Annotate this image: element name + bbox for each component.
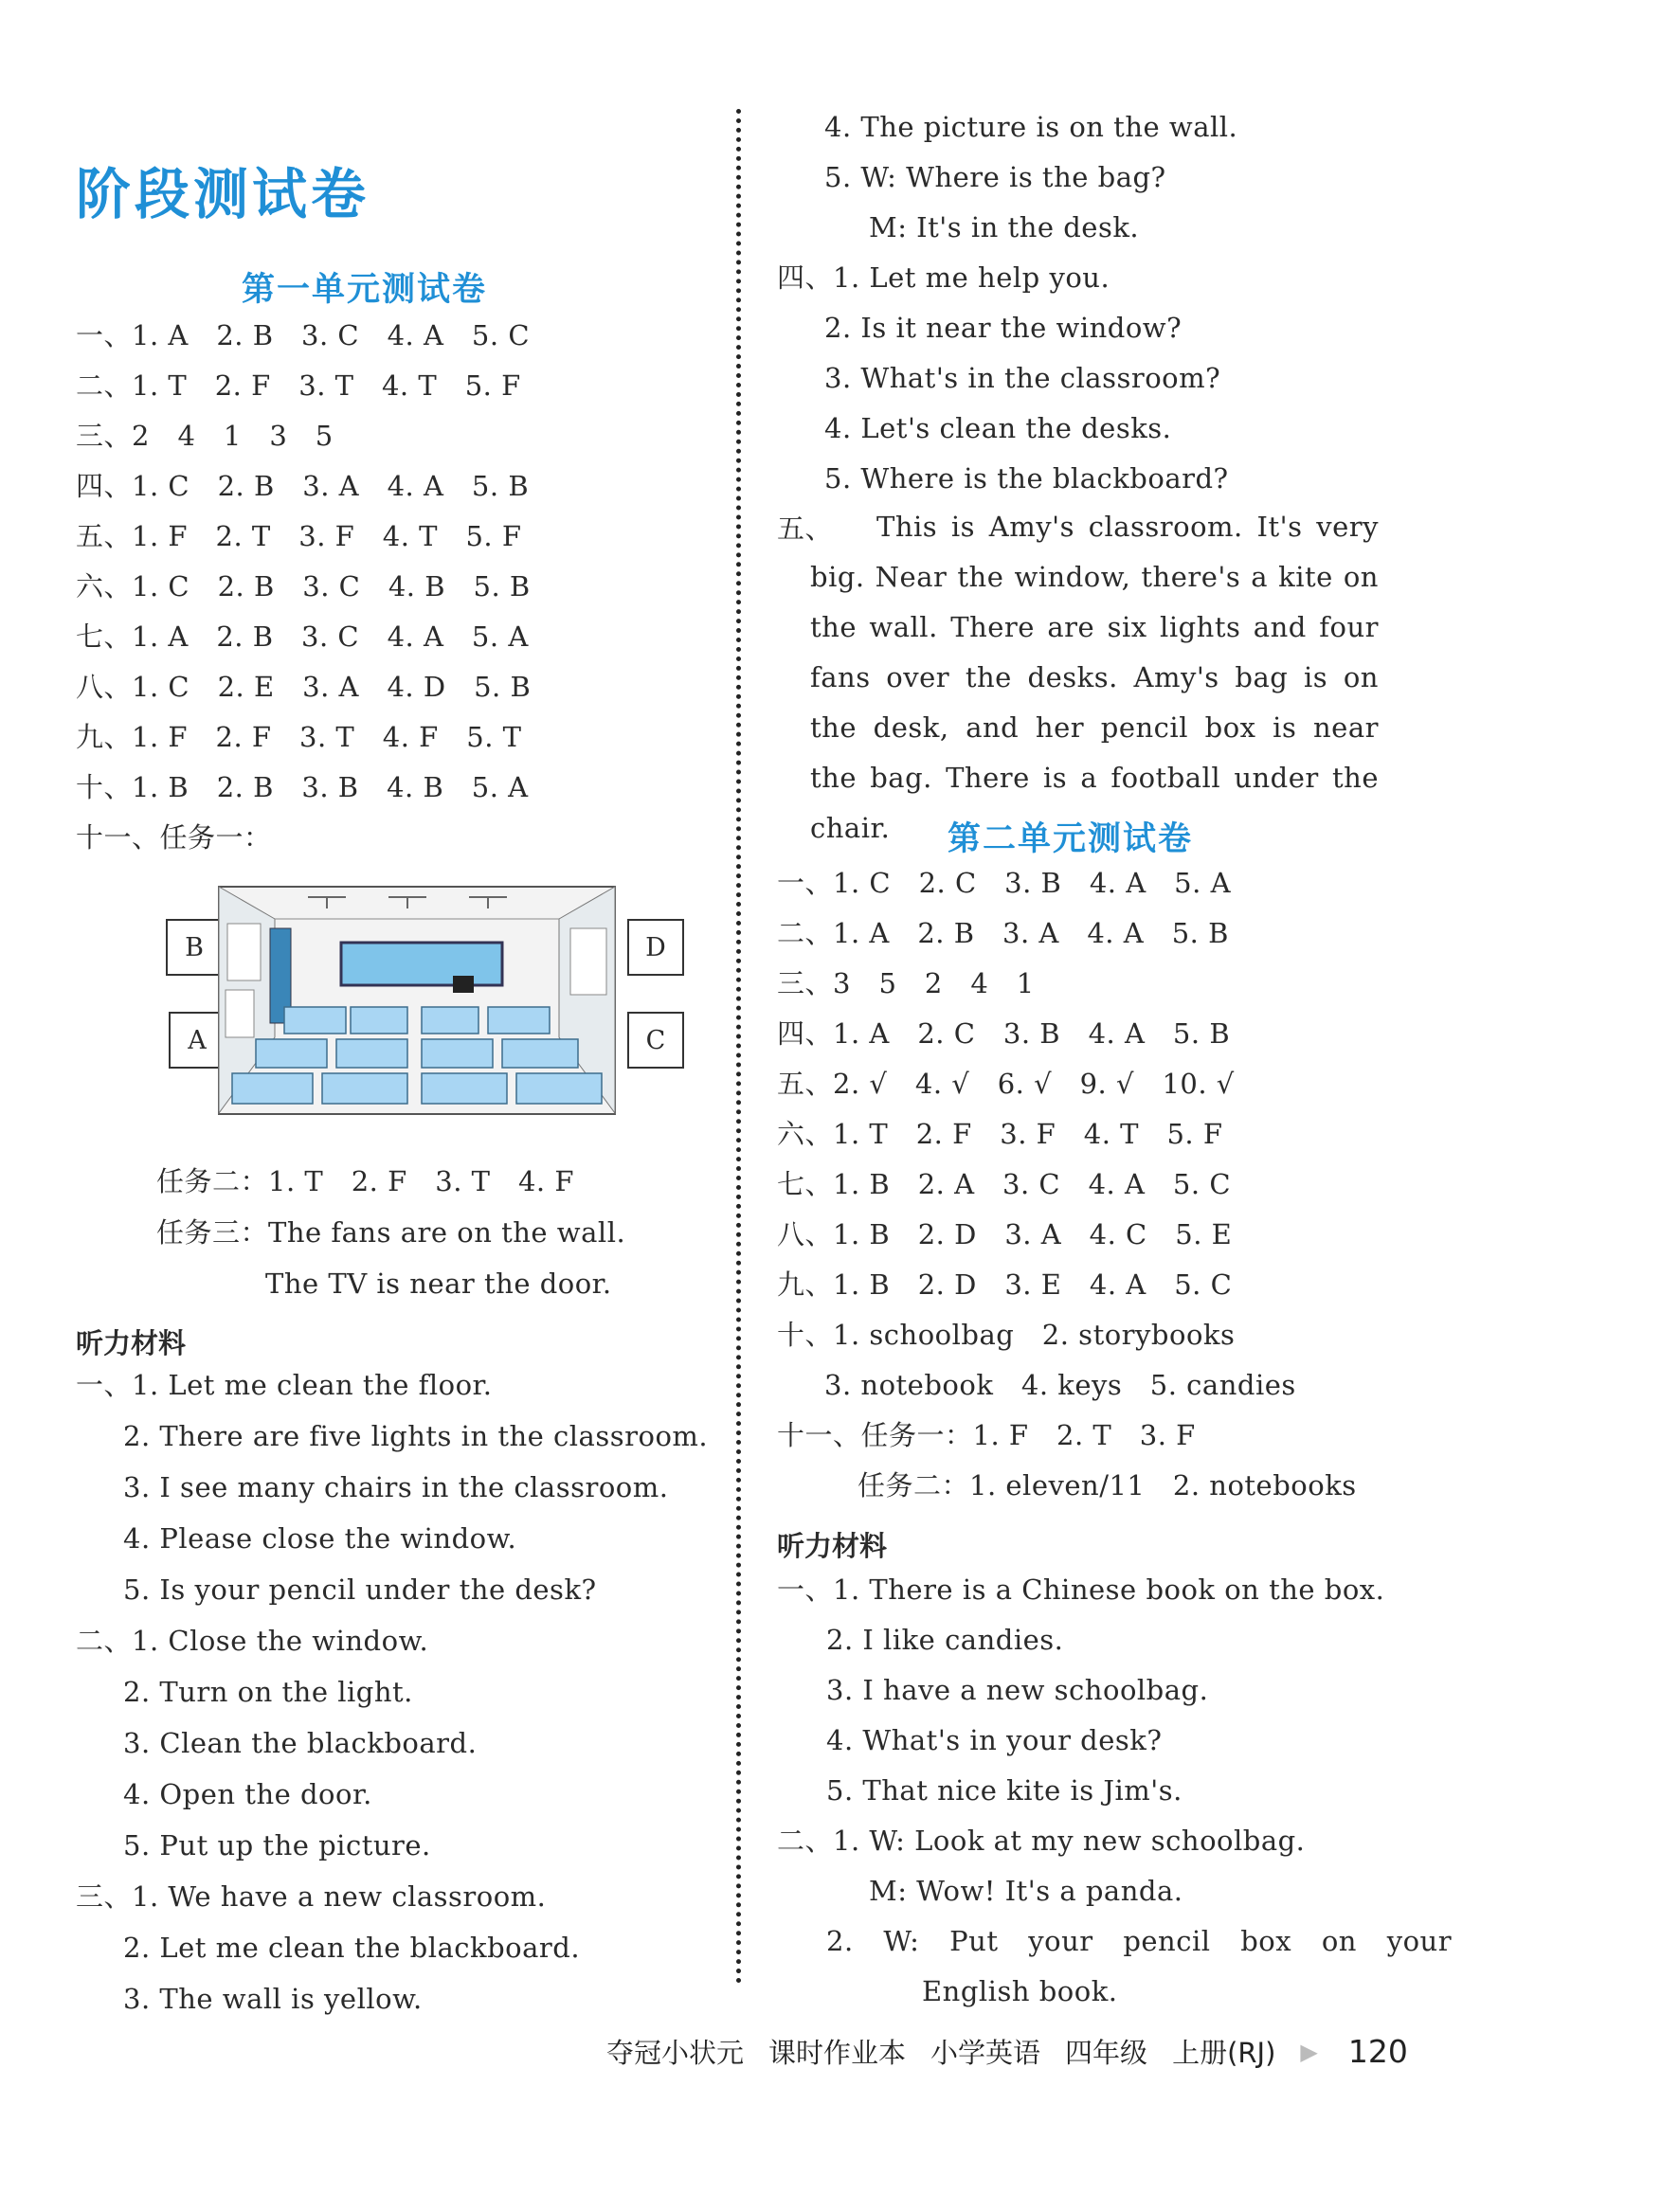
right-top-8: 5. Where is the blackboard? <box>824 462 1229 495</box>
unit1-task3-line2: The TV is near the door. <box>265 1268 612 1300</box>
unit1-answer-6: 六、1. C 2. B 3. C 4. B 5. B <box>76 570 531 602</box>
unit1-answer-11: 十一、任务一： <box>76 821 272 854</box>
unit1-answer-3: 三、2 4 1 3 5 <box>76 420 334 452</box>
unit2-answer-3: 三、3 5 2 4 1 <box>777 967 1035 999</box>
unit2-answer-2: 二、1. A 2. B 3. A 4. A 5. B <box>777 917 1229 949</box>
unit2-answer-12: 十一、任务一：1. F 2. T 3. F <box>777 1419 1196 1451</box>
unit2-answer-4: 四、1. A 2. C 3. B 4. A 5. B <box>777 1017 1231 1050</box>
unit1-listening-3: 3. I see many chairs in the classroom. <box>123 1471 669 1503</box>
unit1-answer-4: 四、1. C 2. B 3. A 4. A 5. B <box>76 470 530 502</box>
unit2-title: 第二单元测试卷 <box>948 820 1194 858</box>
figure-label-b: B <box>166 919 223 976</box>
page-number: 120 <box>1347 2033 1408 2070</box>
unit2-listening-7: M: Wow! It's a panda. <box>869 1875 1183 1907</box>
unit1-listening-11: 三、1. We have a new classroom. <box>76 1880 547 1913</box>
unit1-listening-1: 一、1. Let me clean the floor. <box>76 1369 493 1401</box>
passage-text: This is Amy's classroom. It's very big. Near the window, there's a kite on the wall. There are six lights and four fans over the desks. Amy's bag is on the desk, and her pencil box is near the bag. There is a football under the chair. <box>810 511 1379 844</box>
figure-label-c: C <box>627 1012 684 1069</box>
unit2-listening-8: 2. W: Put your pencil box on your <box>826 1925 1453 1957</box>
figure-label-a: A <box>169 1012 226 1069</box>
unit2-listening-4: 4. What's in your desk? <box>826 1724 1163 1756</box>
passage-label: 五、 <box>777 513 834 545</box>
unit2-answer-9: 九、1. B 2. D 3. E 4. A 5. C <box>777 1268 1233 1301</box>
footer-subject: 小学英语 <box>930 2037 1041 2069</box>
unit2-answer-11: 3. notebook 4. keys 5. candies <box>824 1369 1296 1401</box>
right-top-1: 4. The picture is on the wall. <box>824 111 1238 143</box>
unit1-title: 第一单元测试卷 <box>242 271 488 309</box>
unit1-answer-5: 五、1. F 2. T 3. F 4. T 5. F <box>76 520 522 552</box>
unit1-task3-line1: 任务三：The fans are on the wall. <box>156 1216 626 1249</box>
footer-book: 课时作业本 <box>768 2037 907 2069</box>
unit2-listening-1: 一、1. There is a Chinese book on the box. <box>777 1574 1385 1606</box>
chevron-right-icon: ▶ <box>1300 2038 1318 2065</box>
unit1-listening-13: 3. The wall is yellow. <box>123 1983 423 2015</box>
unit2-listening-9: English book. <box>922 1975 1118 2007</box>
unit2-answer-8: 八、1. B 2. D 3. A 4. C 5. E <box>777 1218 1233 1250</box>
unit1-answer-7: 七、1. A 2. B 3. C 4. A 5. A <box>76 620 529 653</box>
unit1-answer-9: 九、1. F 2. F 3. T 4. F 5. T <box>76 721 522 753</box>
footer-brand: 夺冠小状元 <box>606 2037 745 2069</box>
footer-volume: 上册(RJ) <box>1172 2037 1276 2069</box>
footer-grade: 四年级 <box>1065 2037 1148 2069</box>
page-footer <box>606 2032 1408 2071</box>
unit1-answer-8: 八、1. C 2. E 3. A 4. D 5. B <box>76 671 532 703</box>
unit2-listening-5: 5. That nice kite is Jim's. <box>826 1774 1183 1807</box>
unit1-answer-10: 十、1. B 2. B 3. B 4. B 5. A <box>76 771 529 803</box>
unit2-listening-3: 3. I have a new schoolbag. <box>826 1674 1209 1706</box>
unit2-listening-6: 二、1. W: Look at my new schoolbag. <box>777 1825 1306 1857</box>
unit1-listening-8: 3. Clean the blackboard. <box>123 1727 478 1759</box>
right-top-2: 5. W: Where is the bag? <box>824 161 1166 193</box>
unit1-listening-7: 2. Turn on the light. <box>123 1676 413 1708</box>
unit2-listening-2: 2. I like candies. <box>826 1624 1064 1656</box>
unit1-listening-5: 5. Is your pencil under the desk? <box>123 1574 597 1606</box>
unit1-listening-10: 5. Put up the picture. <box>123 1829 431 1861</box>
unit1-listening-9: 4. Open the door. <box>123 1778 372 1810</box>
unit1-answer-1: 一、1. A 2. B 3. C 4. A 5. C <box>76 319 531 351</box>
unit2-answer-5: 五、2. √ 4. √ 6. √ 9. √ 10. √ <box>777 1068 1235 1100</box>
unit1-answer-2: 二、1. T 2. F 3. T 4. T 5. F <box>76 369 521 402</box>
unit2-answer-13: 任务二：1. eleven/11 2. notebooks <box>858 1469 1357 1502</box>
unit1-task2: 任务二：1. T 2. F 3. T 4. F <box>156 1165 574 1197</box>
unit1-listening-4: 4. Please close the window. <box>123 1522 517 1555</box>
right-top-6: 3. What's in the classroom? <box>824 362 1221 394</box>
page-title: 阶段测试卷 <box>76 162 370 226</box>
unit2-listening-title: 听力材料 <box>777 1530 888 1562</box>
column-divider <box>736 109 741 1985</box>
unit1-listening-12: 2. Let me clean the blackboard. <box>123 1932 581 1964</box>
unit1-listening-2: 2. There are five lights in the classroom. <box>123 1420 709 1452</box>
right-top-7: 4. Let's clean the desks. <box>824 412 1172 444</box>
unit2-answer-1: 一、1. C 2. C 3. B 4. A 5. A <box>777 867 1232 899</box>
right-top-3: M: It's in the desk. <box>869 211 1140 243</box>
unit1-listening-title: 听力材料 <box>76 1327 187 1359</box>
right-top-5: 2. Is it near the window? <box>824 312 1183 344</box>
unit2-answer-6: 六、1. T 2. F 3. F 4. T 5. F <box>777 1118 1223 1150</box>
unit2-answer-10: 十、1. schoolbag 2. storybooks <box>777 1319 1236 1351</box>
classroom-illustration <box>218 886 616 1115</box>
unit2-answer-7: 七、1. B 2. A 3. C 4. A 5. C <box>777 1168 1232 1200</box>
figure-label-d: D <box>627 919 684 976</box>
unit1-listening-6: 二、1. Close the window. <box>76 1625 429 1657</box>
right-top-4: 四、1. Let me help you. <box>777 261 1110 294</box>
